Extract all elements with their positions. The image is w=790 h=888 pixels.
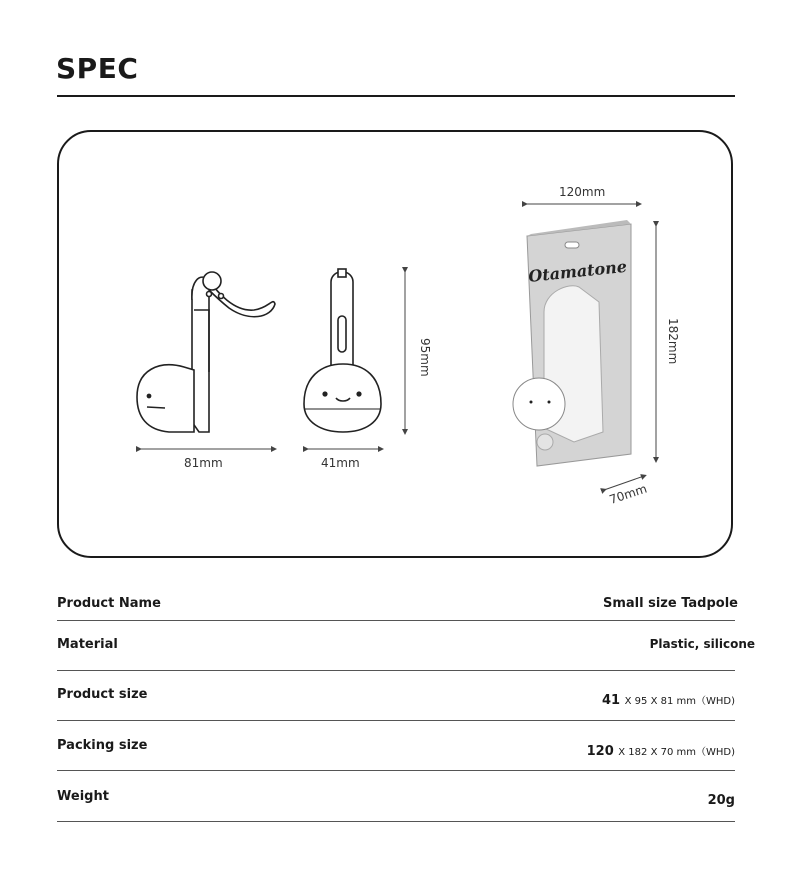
spec-row-packing-size [57,721,735,771]
spec-label: Product Name [57,596,161,611]
pack-width-label: 120mm [559,185,606,199]
height-label: 95mm [418,338,432,377]
spec-label: Product size [57,687,148,702]
front-width-label: 41mm [321,456,360,470]
spec-value: 20g [707,793,735,808]
spec-value: Plastic, silicone [649,637,755,651]
spec-label: Weight [57,789,109,804]
spec-value-rest: X 95 X 81 mm（WHD) [624,696,735,707]
spec-value [587,743,735,759]
spec-label: Material [57,637,118,652]
spec-label: Packing size [57,738,148,753]
product-illustration-panel [57,130,733,558]
side-view-product [137,272,275,432]
pack-height-label: 182mm [666,318,680,365]
product-diagram [59,132,735,560]
front-view-product [304,269,381,432]
page-title: SPEC [56,52,139,85]
spec-row-material [57,621,755,671]
spec-row-product-name [57,583,738,621]
spec-value: Small size Tadpole [602,596,738,611]
spec-row-weight [57,771,735,822]
spec-value-rest: X 182 X 70 mm（WHD) [618,747,735,758]
side-width-label: 81mm [184,456,223,470]
spec-row-product-size [57,671,735,721]
packaged-product [513,220,631,466]
spec-value-main: 120 [586,744,614,759]
brand-logo: Otamatone [527,256,628,286]
spec-value-main: 41 [602,693,621,708]
spec-value [602,692,735,708]
title-divider [57,95,735,97]
pack-depth-label: 70mm [607,481,649,507]
row-divider [57,821,735,822]
